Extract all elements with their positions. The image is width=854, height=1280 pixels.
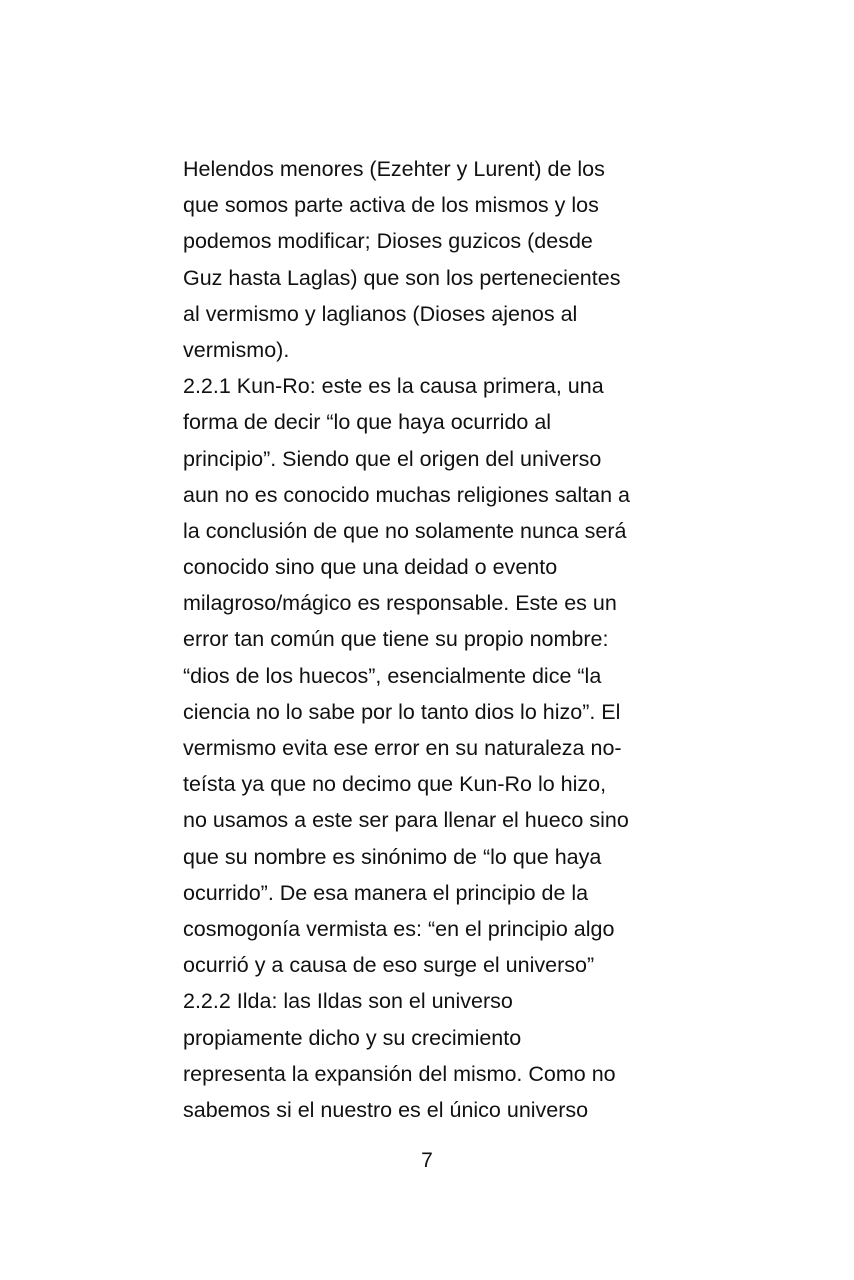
text-line: vermismo evita ese error en su naturaleza no-	[183, 736, 622, 760]
text-line: que su nombre es sinónimo de “lo que haya	[183, 844, 602, 869]
text-line: al vermismo y laglianos (Dioses ajenos al	[183, 301, 578, 326]
text-line: propiamente dicho y su crecimiento	[183, 1025, 522, 1050]
text-line: conocido sino que una deidad o evento	[183, 555, 558, 580]
text-line: principio”. Siendo que el origen del universo	[183, 446, 602, 471]
text-line: error tan común que tiene su propio nombre:	[183, 627, 609, 652]
text-line: aun no es conocido muchas religiones saltan a	[183, 482, 631, 507]
text-line: 2.2.1 Kun-Ro: este es la causa primera, una	[183, 374, 604, 399]
text-line: cosmogonía vermista es: “en el principio algo	[183, 916, 615, 941]
text-line: la conclusión de que no solamente nunca será	[183, 518, 627, 543]
text-line: vermismo).	[183, 337, 290, 362]
text-line: ocurrió y a causa de eso surge el universo”	[183, 953, 595, 978]
text-line: que somos parte activa de los mismos y los	[183, 193, 599, 218]
text-line: forma de decir “lo que haya ocurrido al	[183, 410, 552, 435]
text-line: 2.2.2 Ilda: las Ildas son el universo	[183, 989, 513, 1014]
text-line: Helendos menores (Ezehter y Lurent) de los	[183, 157, 605, 181]
text-line: podemos modificar; Dioses guzicos (desde	[183, 229, 593, 254]
text-line: teísta ya que no decimo que Kun-Ro lo hizo,	[183, 772, 607, 797]
text-line: no usamos a este ser para llenar el hueco sino	[183, 808, 629, 833]
text-line: sabemos si el nuestro es el único universo	[183, 1097, 589, 1122]
body-text	[183, 151, 683, 1128]
text-line: ocurrido”. De esa manera el principio de la	[183, 880, 589, 905]
page-number: 7	[421, 1149, 433, 1172]
text-line: representa la expansión del mismo. Como no	[183, 1061, 616, 1086]
text-line: “dios de los huecos”, esencialmente dice “la	[183, 663, 602, 688]
text-line: ciencia no lo sabe por lo tanto dios lo hizo”. El	[183, 699, 621, 724]
text-line: Guz hasta Laglas) que son los pertenecientes	[183, 265, 621, 290]
text-line: milagroso/mágico es responsable. Este es un	[183, 591, 617, 616]
